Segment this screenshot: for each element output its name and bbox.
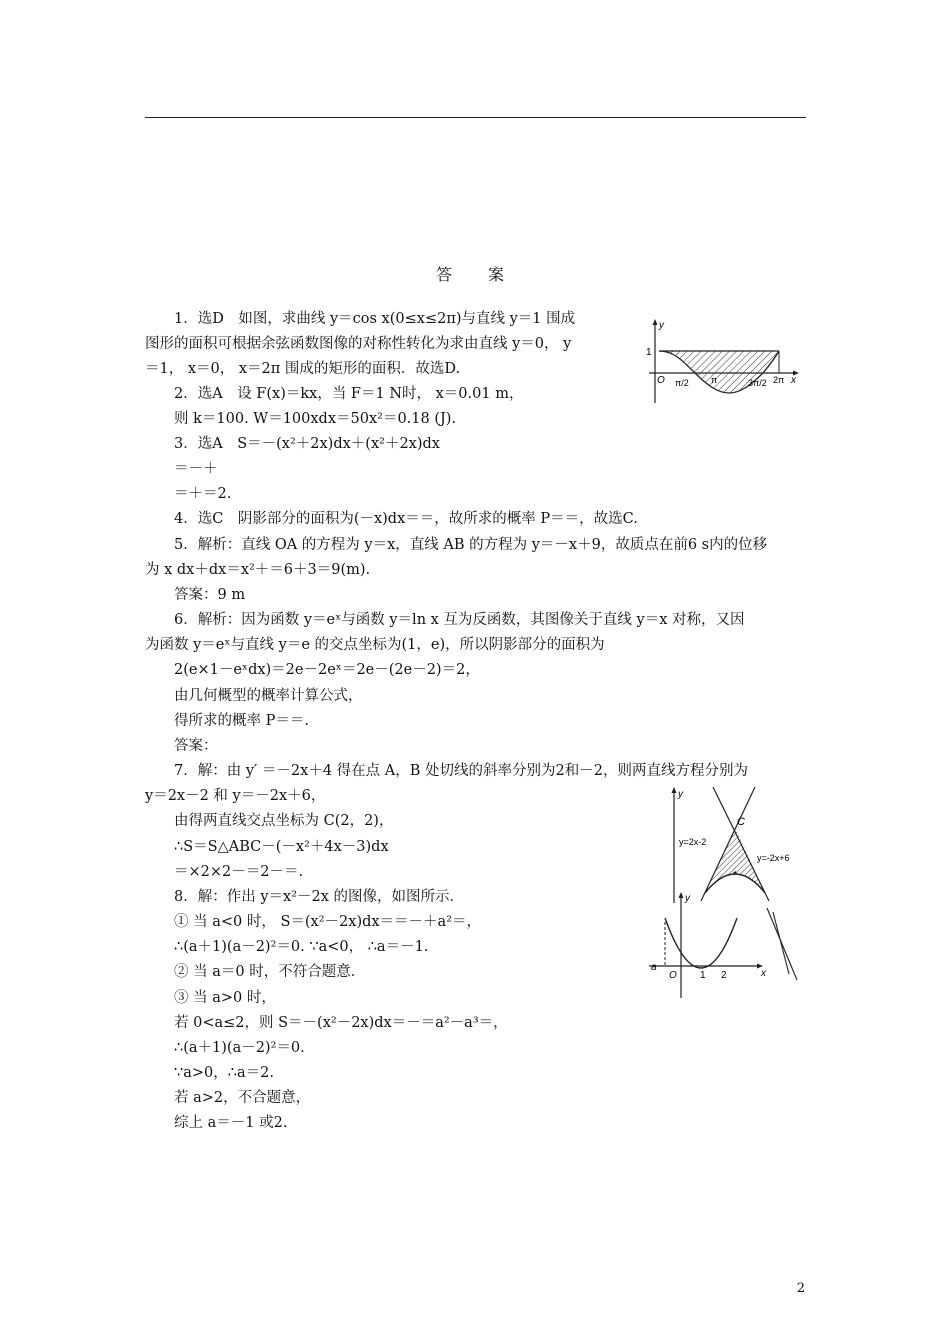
tick-label: π/2: [675, 378, 689, 388]
x-axis-label: x: [791, 375, 796, 386]
intersection-label: C: [737, 816, 745, 828]
text-line: 为函数 y＝eˣ与直线 y＝e 的交点坐标为(1，e)，所以阴影部分的面积为: [145, 637, 605, 653]
line-label: y=2x-2: [679, 837, 707, 847]
text-line: ＝×2×2－＝2－＝.: [174, 864, 304, 880]
text-line: ∵a>0，∴a＝2.: [174, 1065, 274, 1081]
text-line: 8．解：作出 y＝x²－2x 的图像，如图所示．: [174, 889, 465, 905]
tick-label: 2: [721, 970, 727, 981]
origin-label: O: [669, 970, 677, 981]
text-line: 2．选A 设 F(x)＝kx，当 F＝1 N时， x＝0.01 m，: [174, 386, 524, 402]
text-line: ∴S＝S△ABC－(－x²＋4x－3)dx: [174, 839, 389, 855]
text-line: ① 当 a<0 时， S＝(x²－2x)dx＝＝－＋a²＝，: [174, 914, 482, 930]
text-line: 由得两直线交点坐标为 C(2，2)，: [174, 813, 394, 829]
text-line: ＝－＋: [174, 461, 218, 477]
tick-label: 3π/2: [748, 378, 767, 388]
tick-label: π: [711, 375, 718, 385]
line-label: y=-2x+6: [757, 853, 790, 863]
text-line: ＝＋＝2.: [174, 486, 232, 502]
text-line: ③ 当 a>0 时，: [174, 990, 276, 1006]
origin-label: O: [657, 375, 665, 386]
text-line: 5．解析：直线 OA 的方程为 y＝x，直线 AB 的方程为 y＝－x＋9，故质点在前6 s内的位移: [174, 537, 768, 553]
tick-label: 1: [646, 347, 652, 358]
page-number: 2: [796, 1281, 805, 1296]
text-line: 7．解：由 y′ ＝－2x＋4 得在点 A，B 处切线的斜率分别为2和－2，则两直线方程分别为: [174, 763, 748, 779]
text-line: 若 a>2，不合题意，: [174, 1090, 311, 1106]
tick-label: 1: [700, 970, 706, 981]
text-line: 答案：9 m: [174, 587, 246, 603]
text-line: 为 x dx＋dx＝x²＋＝6＋3＝9(m).: [145, 562, 371, 578]
text-line: 答案：: [174, 738, 218, 754]
text-line: 图形的面积可根据余弦函数图像的对称性转化为求由直线 y＝0， y: [145, 336, 572, 352]
header-rule: [145, 117, 806, 118]
y-axis-label: y: [685, 893, 690, 904]
text-line: 由几何概型的概率计算公式，: [174, 688, 363, 704]
text-line: y＝2x－2 和 y＝－2x＋6，: [145, 788, 326, 804]
text-line: 6．解析：因为函数 y＝eˣ与函数 y＝ln x 互为反函数，其图像关于直线 y＝x 对称，又因: [174, 612, 745, 628]
text-line: 2(e×1－eˣdx)＝2e－2eˣ＝2e－(2e－2)＝2，: [174, 662, 480, 678]
text-line: ② 当 a＝0 时，不符合题意．: [174, 964, 366, 980]
text-line: 综上 a＝－1 或2.: [174, 1115, 288, 1131]
text-line: ∴(a＋1)(a－2)²＝0. ∵a<0， ∴a＝－1.: [174, 939, 429, 955]
text-line: 1．选D 如图，求曲线 y＝cos x(0≤x≤2π)与直线 y＝1 围成: [174, 311, 576, 327]
cosine-area-figure: [645, 315, 805, 405]
text-line: 4．选C 阴影部分的面积为(－x)dx＝＝，故所求的概率 P＝＝，故选C.: [174, 511, 638, 527]
text-line: 得所求的概率 P＝＝.: [174, 713, 309, 729]
tick-label: 2π: [773, 375, 785, 385]
a-label: a: [651, 962, 657, 973]
text-line: 若 0<a≤2，则 S＝－(x²－2x)dx＝－＝a²－a³＝，: [174, 1015, 508, 1031]
parabola-figure: [645, 888, 815, 1000]
text-line: ＝1， x＝0， x＝2π 围成的矩形的面积．故选D.: [145, 361, 461, 377]
text-line: 则 k＝100. W＝100xdx＝50x²＝0.18 (J).: [174, 411, 457, 427]
y-axis-label: y: [659, 320, 664, 331]
text-line: ∴(a＋1)(a－2)²＝0.: [174, 1040, 305, 1056]
text-line: 3．选A S＝－(x²＋2x)dx＋(x²＋2x)dx: [174, 436, 440, 452]
x-axis-label: x: [761, 968, 766, 979]
y-axis-label: y: [678, 789, 683, 800]
page-title: 答 案: [435, 265, 514, 284]
